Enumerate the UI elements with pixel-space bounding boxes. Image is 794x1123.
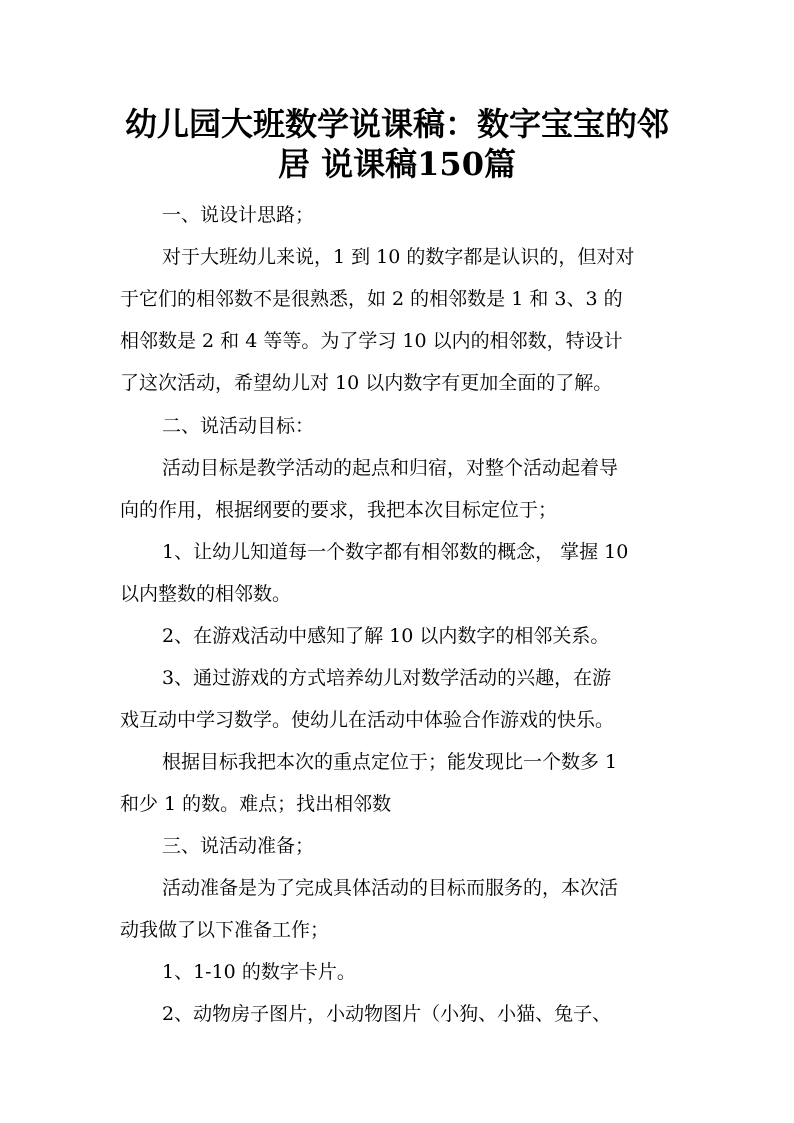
paragraph-line: 于它们的相邻数不是很熟悉，如 2 的相邻数是 1 和 3、3 的 xyxy=(120,288,623,310)
section-heading-activity-preparation: 三、说活动准备； xyxy=(162,835,315,857)
paragraph-line: 根据目标我把本次的重点定位于；能发现比一个数多 1 xyxy=(162,751,618,773)
goal-item-3: 3、通过游戏的方式培养幼儿对数学活动的兴趣，在游 xyxy=(162,667,612,689)
preparation-item-2: 2、动物房子图片，小动物图片（小狗、小猫、兔子、 xyxy=(162,1003,612,1025)
section-heading-design-ideas: 一、说设计思路； xyxy=(162,204,315,226)
paragraph-line: 以内整数的相邻数。 xyxy=(120,583,292,605)
preparation-item-1: 1、1-10 的数字卡片。 xyxy=(162,961,356,983)
document-title-line-2: 居 说课稿150篇 xyxy=(278,145,516,183)
paragraph-line: 动我做了以下准备工作； xyxy=(120,919,330,941)
paragraph-line: 了这次活动，希望幼儿对 10 以内数字有更加全面的了解。 xyxy=(120,372,613,394)
paragraph-line: 相邻数是 2 和 4 等等。为了学习 10 以内的相邻数，特设计 xyxy=(120,330,623,352)
paragraph-line: 活动目标是教学活动的起点和归宿，对整个活动起着导 xyxy=(162,457,619,479)
paragraph-line: 向的作用，根据纲要的要求，我把本次目标定位于； xyxy=(120,499,558,521)
goal-item-1: 1、让幼儿知道每一个数字都有相邻数的概念， 掌握 10 xyxy=(162,541,629,563)
document-title-line-1: 幼儿园大班数学说课稿：数字宝宝的邻 xyxy=(124,105,669,143)
paragraph-line: 活动准备是为了完成具体活动的目标而服务的，本次活 xyxy=(162,877,619,899)
paragraph-line: 戏互动中学习数学。使幼儿在活动中体验合作游戏的快乐。 xyxy=(120,709,615,731)
paragraph-line: 和少 1 的数。难点；找出相邻数 xyxy=(120,793,392,815)
paragraph-line: 对于大班幼儿来说，1 到 10 的数字都是认识的，但对对 xyxy=(162,246,635,268)
section-heading-activity-goals: 二、说活动目标： xyxy=(162,415,315,437)
goal-item-2: 2、在游戏活动中感知了解 10 以内数字的相邻关系。 xyxy=(162,625,610,647)
